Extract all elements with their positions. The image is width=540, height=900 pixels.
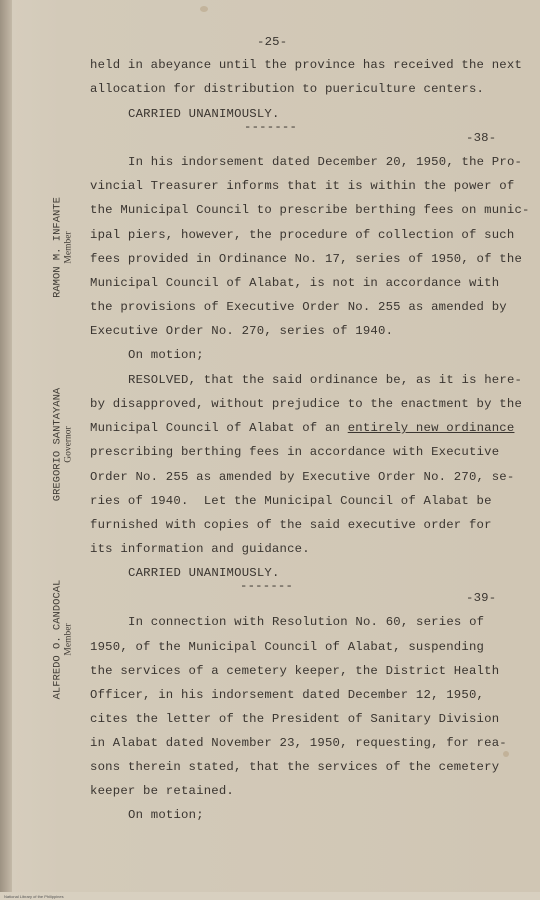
signature-name: GREGORIO SANTAYANA [51, 387, 64, 502]
on-motion: On motion; [128, 808, 204, 822]
footer-bar [0, 892, 540, 900]
signature-governor [52, 370, 75, 520]
body-line: allocation for distribution to puericulture centers. [90, 82, 485, 96]
separator: ------- [244, 120, 298, 134]
page-binding-edge [0, 0, 12, 900]
body-line: in Alabat dated November 23, 1950, requesting, for rea- [90, 736, 507, 750]
item-number: -38- [466, 131, 497, 145]
paper-stain [503, 751, 509, 757]
body-line: vincial Treasurer informs that it is within the power of [90, 179, 515, 193]
carried-unanimously: CARRIED UNANIMOUSLY. [128, 566, 280, 580]
body-line: Executive Order No. 270, series of 1940. [90, 324, 394, 338]
body-line: held in abeyance until the province has received the next [90, 58, 523, 72]
item-number: -39- [466, 591, 497, 605]
body-line: Order No. 255 as amended by Executive Order No. 270, se- [90, 470, 515, 484]
signature-member-1 [52, 183, 75, 313]
body-line: its information and guidance. [90, 542, 310, 556]
carried-unanimously: CARRIED UNANIMOUSLY. [128, 107, 280, 121]
signature-role: Member [63, 231, 74, 264]
body-line: sons therein stated, that the services of the cemetery [90, 760, 500, 774]
body-line: RESOLVED, that the said ordinance be, as it is here- [128, 373, 523, 387]
separator: ------- [240, 579, 294, 593]
body-line: the services of a cemetery keeper, the District Health [90, 664, 500, 678]
body-line [90, 421, 514, 435]
signature-member-2 [52, 565, 75, 715]
body-line: In connection with Resolution No. 60, series of [128, 615, 485, 629]
body-line: furnished with copies of the said executive order for [90, 518, 492, 532]
body-line-part: Municipal Council of Alabat of an [90, 421, 341, 435]
body-line: Municipal Council of Alabat, is not in accordance with [90, 276, 500, 290]
body-line: prescribing berthing fees in accordance with Executive [90, 445, 500, 459]
body-line: fees provided in Ordinance No. 17, series of 1950, of the [90, 252, 523, 266]
body-line: cites the letter of the President of Sanitary Division [90, 712, 500, 726]
body-line: the provisions of Executive Order No. 255 as amended by [90, 300, 507, 314]
body-line: 1950, of the Municipal Council of Alabat, suspending [90, 640, 485, 654]
page-number: -25- [257, 35, 288, 49]
body-line: ries of 1940. Let the Municipal Council of Alabat be [90, 494, 492, 508]
on-motion: On motion; [128, 348, 204, 362]
underlined-text: entirely new ordinance [347, 421, 515, 435]
body-line: keeper be retained. [90, 784, 235, 798]
body-line: ipal piers, however, the procedure of collection of such [90, 228, 515, 242]
signature-name: ALFREDO O. CANDOCAL [51, 579, 64, 700]
body-line: In his indorsement dated December 20, 1950, the Pro- [128, 155, 523, 169]
signature-name: RAMON M. INFANTE [51, 197, 64, 298]
signature-role: Member [63, 623, 74, 656]
body-line: the Municipal Council to prescribe berthing fees on munic- [90, 203, 530, 217]
paper-stain [200, 6, 208, 12]
body-line: Officer, in his indorsement dated December 12, 1950, [90, 688, 485, 702]
footer-credit: National Library of the Philippines [4, 894, 64, 899]
body-line: by disapproved, without prejudice to the enactment by the [90, 397, 523, 411]
signature-role: Governor [63, 426, 74, 463]
